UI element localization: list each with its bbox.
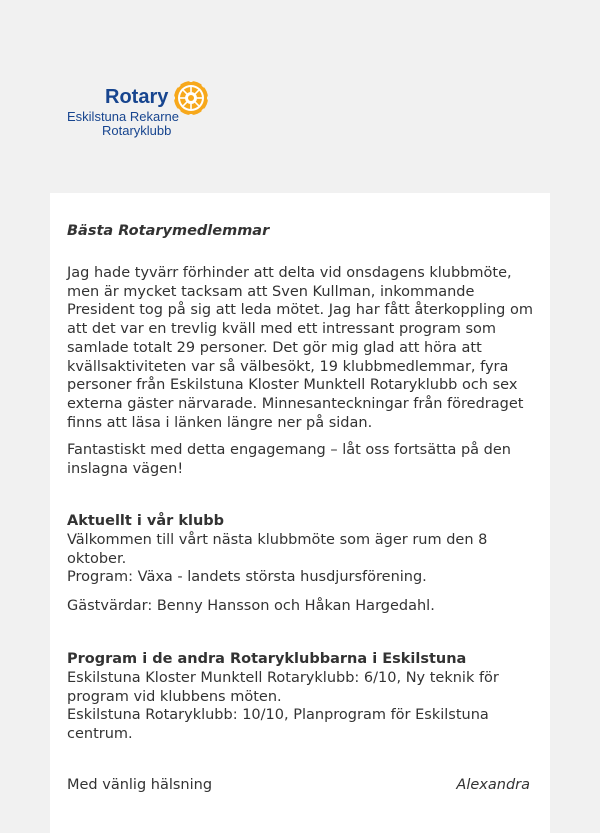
enthusiasm-paragraph: Fantastiskt med detta engagemang – låt oss fortsätta på den inslagna vägen! bbox=[67, 442, 511, 477]
greeting: Bästa Rotarymedlemmar bbox=[67, 223, 270, 239]
email-card bbox=[50, 193, 550, 833]
signer-name: Alexandra bbox=[456, 777, 530, 793]
next-meeting-text: Välkommen till vårt nästa klubbmöte som äger rum den 8 oktober. bbox=[67, 532, 488, 567]
logo-club-type: Rotaryklubb bbox=[102, 123, 172, 138]
club-news-heading: Aktuellt i vår klubb bbox=[67, 513, 225, 529]
closing: Med vänlig hälsning bbox=[67, 777, 213, 793]
other-club-item: Eskilstuna Kloster Munktell Rotaryklubb: 6/10, Ny teknik för program vid klubbens möten. bbox=[67, 670, 499, 705]
logo-wordmark: Rotary bbox=[105, 86, 169, 108]
program-text: Program: Växa - landets största husdjursförening. bbox=[67, 569, 427, 585]
other-club-item: Eskilstuna Rotaryklubb: 10/10, Planprogram för Eskilstuna centrum. bbox=[67, 707, 489, 742]
hosts-text: Gästvärdar: Benny Hansson och Håkan Hargedahl. bbox=[67, 598, 435, 614]
club-logo bbox=[67, 78, 217, 138]
logo-club-name: Eskilstuna Rekarne bbox=[67, 109, 179, 124]
intro-paragraph: Jag hade tyvärr förhinder att delta vid onsdagens klubbmöte, men är mycket tacksam att Sven Kullman, inkommande President tog på sig att leda mötet. Jag har fått återkoppling om att det var en trevlig kväll med ett intressant program som samlade totalt 29 personer. Det gör mig glad att höra att kvällsaktiviteten var så välbesökt, 19 klubbmedlemmar, fyra personer från Eskilstuna Kloster Munktell Rotaryklubb och sex externa gäster närvarade. Minnesanteckningar från föredraget finns att läsa i länken längre ner på sidan. bbox=[67, 265, 533, 431]
other-clubs-heading: Program i de andra Rotaryklubbarna i Eskilstuna bbox=[67, 651, 467, 667]
